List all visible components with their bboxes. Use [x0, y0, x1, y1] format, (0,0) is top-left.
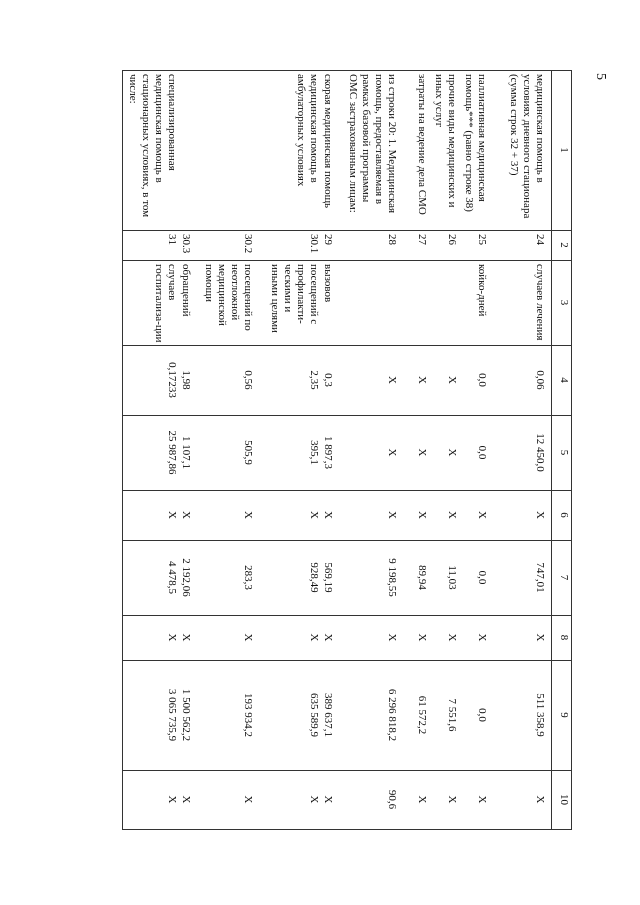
cell-value: X — [180, 633, 192, 642]
cell-value: 193 934,2 — [242, 693, 254, 737]
row-unit: обращений — [180, 264, 192, 317]
col-border — [122, 70, 572, 71]
cell-value: X — [446, 633, 458, 642]
row-code: 30.1 — [308, 234, 320, 254]
cell-value: 747,01 — [534, 562, 546, 593]
cell-value: X — [416, 448, 428, 457]
cell-value: 389 637,1 — [322, 693, 334, 737]
cell-value: 1 107,1 — [180, 436, 192, 469]
cell-value: 283,3 — [242, 565, 254, 590]
cell-value: X — [446, 448, 458, 457]
row-unit: случаев госпитализа-ции — [153, 264, 178, 343]
cell-value: X — [242, 511, 254, 519]
page-number: 5 — [593, 73, 608, 80]
row-code: 31 — [166, 234, 178, 245]
row-description: из строки 20: 1. Медицинская помощь, предоставляемая в рамках базовой программы ОМС застрахованным лицам: — [347, 74, 398, 214]
cell-value: X — [322, 633, 334, 642]
cell-value: 569,19 — [322, 562, 334, 593]
cell-value: 2 192,06 — [180, 558, 192, 597]
column-header: 5 — [558, 449, 570, 456]
row-unit: вызовов — [322, 264, 334, 303]
row-unit: посещений с профилакти-ческими и иными целями — [269, 264, 320, 333]
cell-value: X — [322, 511, 334, 519]
cell-value: 0,0 — [476, 708, 488, 722]
cell-value: 7 551,6 — [446, 698, 458, 732]
cell-value: X — [416, 633, 428, 642]
cell-value: X — [166, 511, 178, 519]
rotated-table — [122, 70, 572, 830]
column-header: 1 — [558, 147, 570, 153]
cell-value: X — [308, 511, 320, 519]
cell-value: 6 296 818,2 — [386, 688, 398, 742]
row-description: медицинская помощь в амбулаторных условиях — [295, 74, 320, 187]
row-description: специализированная медицинская помощь в стационарных условиях, в том числе: — [127, 74, 178, 218]
cell-value: X — [322, 795, 334, 804]
row-code: 27 — [416, 234, 428, 245]
cell-value: 1 500 562,2 — [180, 688, 192, 742]
row-description: паллиативная медицинская помощь*** (равно строке 38) — [463, 74, 488, 212]
cell-value: 511 358,9 — [534, 693, 546, 737]
col-border — [122, 230, 572, 231]
row-code: 30.3 — [180, 234, 192, 254]
row-description: скорая медицинская помощь — [322, 74, 334, 209]
row-unit: койко-дней — [476, 264, 488, 317]
cell-value: X — [308, 633, 320, 642]
cell-value: 505,9 — [242, 440, 254, 465]
cell-value: X — [476, 511, 488, 519]
row-code: 29 — [322, 234, 334, 245]
cell-value: X — [242, 795, 254, 804]
row-code: 25 — [476, 234, 488, 245]
cell-value: 0,56 — [242, 370, 254, 390]
cell-value: X — [416, 795, 428, 804]
cell-value: X — [308, 795, 320, 804]
table-bottom-border — [122, 70, 123, 830]
cell-value: 0,06 — [534, 370, 546, 390]
cell-value: X — [416, 511, 428, 519]
column-header: 4 — [558, 377, 570, 383]
column-header: 8 — [558, 634, 570, 641]
column-header: 3 — [558, 299, 570, 306]
cell-value: X — [180, 511, 192, 519]
row-code: 28 — [386, 234, 398, 245]
cell-value: 3 065 735,9 — [166, 688, 178, 742]
cell-value: 395,1 — [308, 440, 320, 465]
cell-value: X — [386, 633, 398, 642]
column-header: 6 — [558, 512, 570, 518]
cell-value: X — [166, 633, 178, 642]
cell-value: 89,94 — [416, 565, 428, 590]
cell-value: X — [534, 511, 546, 519]
column-header: 2 — [558, 242, 570, 248]
cell-value: X — [386, 376, 398, 384]
cell-value: X — [416, 376, 428, 384]
row-code: 30.2 — [242, 234, 254, 254]
row-description: медицинская помощь в условиях дневного стационара (сумма строк 32 + 37) — [508, 74, 546, 219]
col-border — [122, 829, 572, 830]
cell-value: 0,0 — [476, 570, 488, 585]
cell-value: X — [446, 511, 458, 519]
row-description: затраты на ведение дела СМО — [416, 74, 428, 215]
table-top-border — [571, 70, 572, 830]
header-bottom-border — [551, 70, 552, 830]
row-description: прочие виды медицинских и иных услуг — [433, 74, 458, 208]
cell-value: 1,98 — [180, 370, 192, 390]
cell-value: X — [242, 633, 254, 642]
row-unit: случаев лечения — [534, 264, 546, 341]
column-header: 9 — [558, 712, 570, 718]
cell-value: X — [534, 795, 546, 804]
cell-value: 61 572,2 — [416, 695, 428, 735]
cell-value: 90,6 — [386, 789, 398, 810]
row-code: 24 — [534, 234, 546, 245]
cell-value: 25 987,86 — [166, 430, 178, 475]
cell-value: 0,17233 — [166, 362, 178, 398]
row-unit: посещений по неотложной медицинской помощи — [203, 264, 254, 331]
cell-value: 0,0 — [476, 445, 488, 460]
cell-value: X — [166, 795, 178, 804]
cell-value: X — [446, 376, 458, 384]
cell-value: 9 198,55 — [386, 558, 398, 597]
cell-value: 11,03 — [446, 565, 458, 590]
cell-value: 928,49 — [308, 562, 320, 593]
cell-value: X — [180, 795, 192, 804]
cell-value: 635 589,9 — [308, 693, 320, 737]
row-code: 26 — [446, 234, 458, 245]
col-border — [122, 260, 572, 261]
cell-value: X — [386, 511, 398, 519]
cell-value: 1 897,3 — [322, 436, 334, 469]
cell-value: X — [386, 448, 398, 457]
cell-value: X — [476, 633, 488, 642]
cell-value: X — [476, 795, 488, 804]
cell-value: X — [534, 633, 546, 642]
cell-value: 0,0 — [476, 373, 488, 387]
cell-value: X — [446, 795, 458, 804]
cell-value: 2,35 — [308, 370, 320, 390]
cell-value: 4 478,5 — [166, 561, 178, 594]
cell-value: 0,3 — [322, 373, 334, 387]
column-header: 10 — [558, 794, 570, 805]
cell-value: 12 450,0 — [534, 433, 546, 472]
column-header: 7 — [558, 574, 570, 581]
